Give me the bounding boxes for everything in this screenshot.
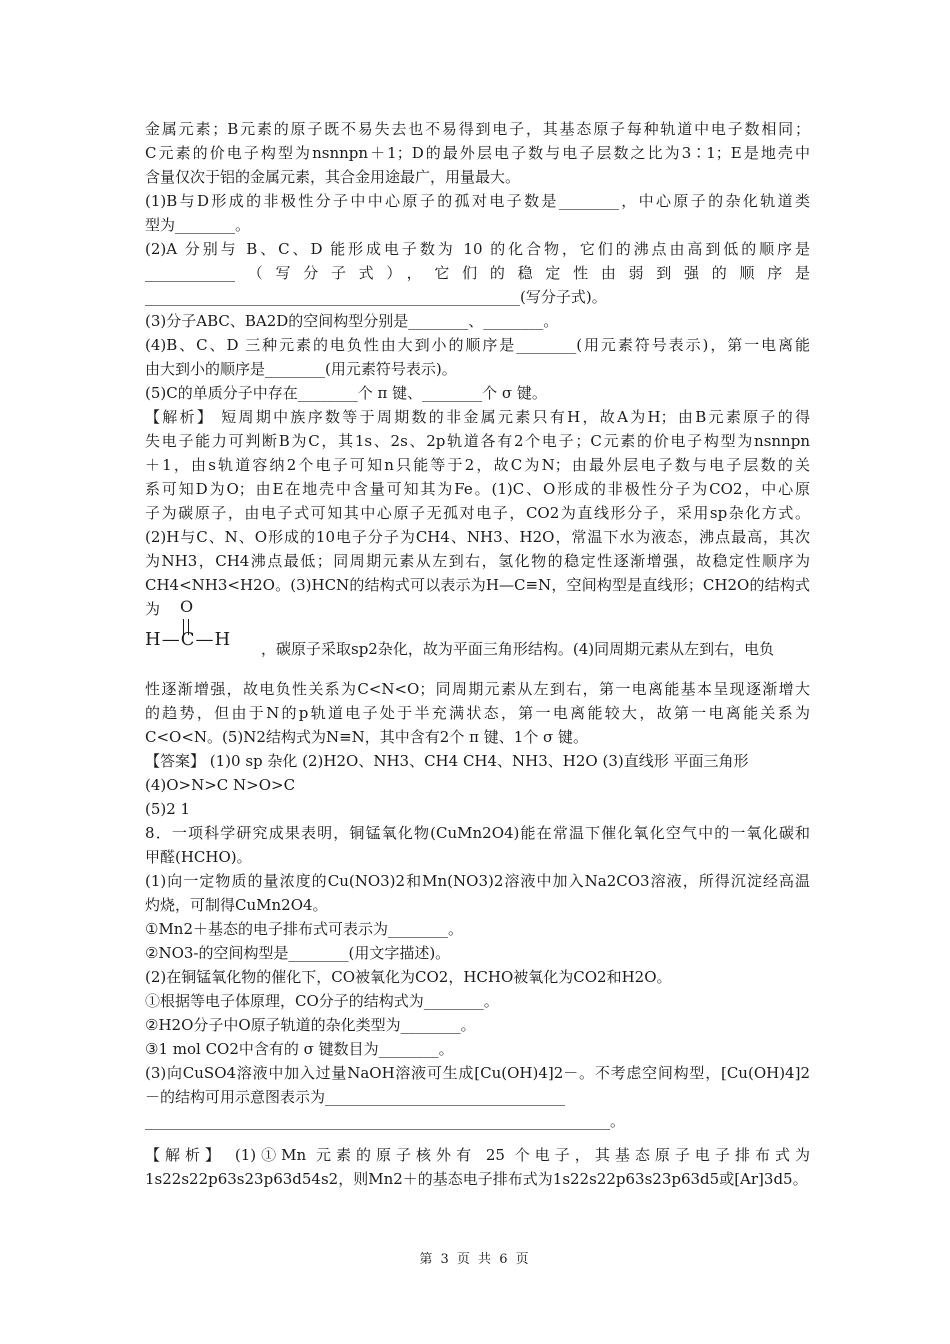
text-line: 1s22s22p63s23p63d54s2，则Mn2＋的基态电子排布式为1s22s22p63s23p63d5或[Ar]3d5。 (145, 1170, 808, 1188)
text-line: (3)分子ABC、BA2D的空间构型分别是________、________。 (145, 312, 559, 330)
text-line: ____________（写分子式），它们的稳定性由弱到强的顺序是 (145, 264, 810, 282)
spacer (145, 1133, 810, 1143)
text-line: 失电子能力可判断B为C，其1s、2s、2p轨道各有2个电子；C元素的价电子构型为nsnnpn (145, 432, 810, 450)
text-line: (2)H与C、N、O形成的10电子分子为CH4、NH3、H2O，常温下水为液态，沸点最高，其次 (145, 528, 810, 546)
text-line: (1)B与D形成的非极性分子中中心原子的孤对电子数是________，中心原子的杂化轨道类 (145, 192, 810, 210)
text-line: 型为________。 (145, 216, 251, 234)
text-line: 灼烧，可制得CuMn2O4。 (145, 896, 328, 914)
text-line: (5)C的单质分子中存在________个 π 键、________个 σ 键。 (145, 384, 547, 402)
text-line: 子为碳原子，由电子式可知其中心原子无孤对电子，CO2为直线形分子，采用sp杂化方式。 (145, 504, 810, 522)
ch2o-structural-formula (145, 597, 810, 677)
text-line: ②NO3-的空间构型是________(用文字描述)。 (145, 944, 451, 962)
text-line: C元素的价电子构型为nsnnpn＋1；D的最外层电子数与电子层数之比为3∶1；E是地壳中 (145, 144, 810, 162)
text-line: ③1 mol CO2中含有的 σ 键数目为________。 (145, 1040, 454, 1058)
text-line: 的趋势，但由于N的p轨道电子处于半充满状态，第一电离能较大，故第一电离能关系为 (145, 704, 810, 722)
text-line: 由大到小的顺序是________(用元素符号表示)。 (145, 360, 457, 378)
text-line: 【解析】 (1)①Mn 元素的原子核外有 25 个电子，其基态原子电子排布式为 (145, 1146, 810, 1164)
text-line: －的结构可用示意图表示为________________________________ (145, 1088, 566, 1106)
text-line: 性逐渐增强，故电负性关系为C<N<O；同周期元素从左到右，第一电离能基本呈现逐渐增大 (145, 680, 810, 698)
text-line: ______________________________________________________________。 (145, 1112, 626, 1130)
text-line: (2)A 分别与 B、C、D 能形成电子数为 10 的化合物，它们的沸点由高到低的顺序是 (145, 240, 810, 258)
text-line: ②H2O分子中O原子轨道的杂化类型为________。 (145, 1016, 476, 1034)
text-line: ①根据等电子体原理，CO分子的结构式为________。 (145, 992, 499, 1010)
text-line: 【解析】 短周期中族序数等于周期数的非金属元素只有H，故A为H；由B元素原子的得 (145, 408, 810, 426)
text-line: 为NH3，CH4沸点最低；同周期元素从左到右，氢化物的稳定性逐渐增强，故稳定性顺序为 (145, 552, 810, 570)
page-footer: 第 3 页 共 6 页 (419, 1252, 531, 1267)
answer-line: 【答案】 (1)0 sp 杂化 (2)H2O、NH3、CH4 CH4、NH3、H2O (3)直线形 平面三角形 (145, 752, 749, 770)
text-line: 金属元素；B元素的原子既不易失去也不易得到电子，其基态原子每种轨道中电子数相同； (145, 120, 810, 138)
text-line: C<O<N。(5)N2结构式为N≡N，其中含有2个 π 键、1个 σ 键。 (145, 728, 589, 746)
structure-formula: H—C—H (145, 629, 232, 650)
question-8-title: 8．一项科学研究成果表明，铜锰氧化物(CuMn2O4)能在常温下催化氧化空气中的一氧化碳和 (145, 824, 810, 842)
block-question-7-and-analysis (145, 117, 810, 618)
oxygen-atom-label: O (180, 597, 194, 616)
text-line: CH4<NH3<H2O。(3)HCN的结构式可以表示为H—C≡N，空间构型是直线形；CH2O的结构式为 (145, 576, 810, 618)
text-line: (4)B、C、D 三种元素的电负性由大到小的顺序是________(用元素符号表示)，第一电离能 (145, 336, 810, 354)
text-line: (3)向CuSO4溶液中加入过量NaOH溶液可生成[Cu(OH)4]2－。不考虑空间构型，[Cu(OH)4]2 (145, 1064, 810, 1082)
text-line: (2)在铜锰氧化物的催化下，CO被氧化为CO2，HCHO被氧化为CO2和H2O。 (145, 968, 672, 986)
text-line: ，碳原子采取sp2杂化，故为平面三角形结构。(4)同周期元素从左到右，电负 (261, 640, 775, 658)
text-line: (1)向一定物质的量浓度的Cu(NO3)2和Mn(NO3)2溶液中加入Na2CO3溶液，所得沉淀经高温 (145, 872, 810, 890)
text-line: ①Mn2＋基态的电子排布式可表示为________。 (145, 920, 464, 938)
block-answer-and-question-8 (145, 677, 810, 1133)
answer-line: (5)2 1 (145, 800, 191, 818)
text-line: ＋1，由s轨道容纳2个电子可知n只能等于2，故C为N；由最外层电子数与电子层数的关 (145, 456, 810, 474)
text-line: 含量仅次于铝的金属元素，其合金用途最广，用量最大。 (145, 168, 521, 186)
block-analysis-question-8 (145, 1143, 810, 1191)
page-content (145, 117, 810, 1191)
answer-line: (4)O>N>C N>O>C (145, 776, 296, 794)
text-line: __________________________________________________(写分子式)。 (145, 288, 607, 306)
text-line: 系可知D为O；由E在地壳中含量可知其为Fe。(1)C、O形成的非极性分子为CO2，中心原 (145, 480, 810, 498)
text-line: 甲醛(HCHO)。 (145, 848, 252, 866)
